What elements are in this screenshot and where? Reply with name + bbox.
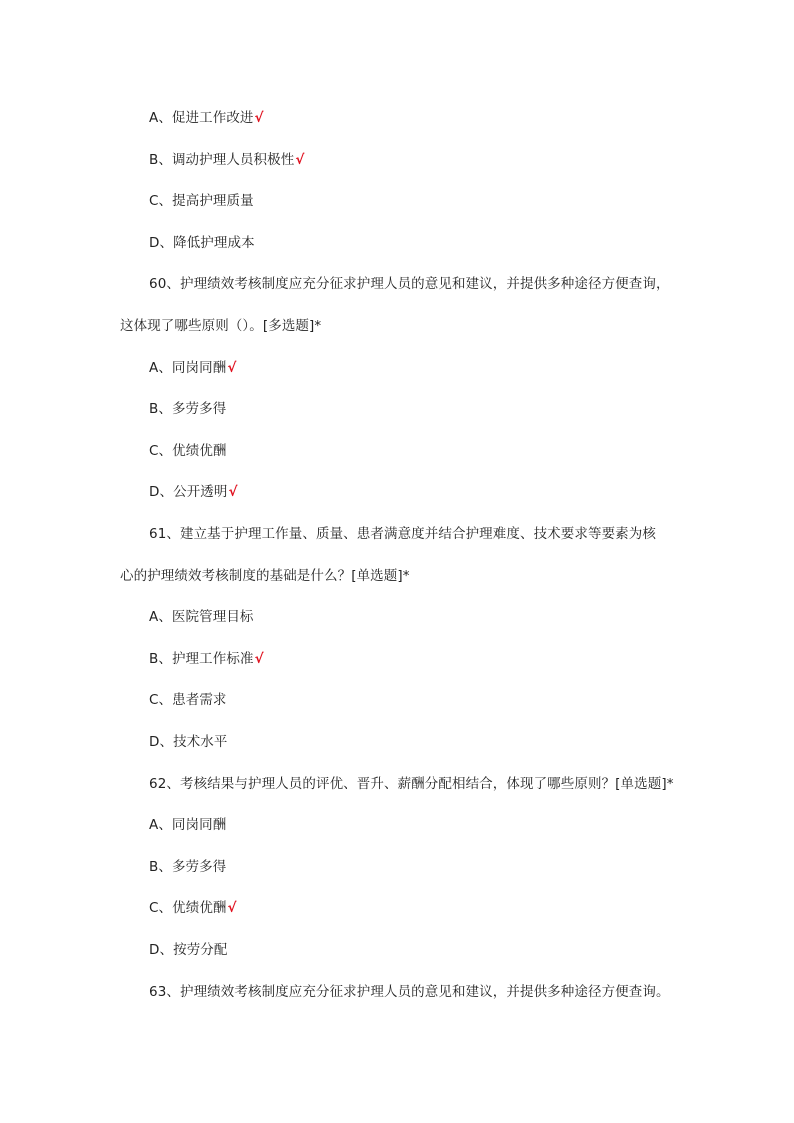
q61-option-c bbox=[149, 691, 227, 709]
option-text: C、患者需求 bbox=[149, 692, 227, 708]
q60-question-line2: 这体现了哪些原则（）。[多选题]* bbox=[120, 318, 322, 334]
q62-option-a bbox=[149, 816, 226, 834]
option-text: A、促进工作改进 bbox=[149, 110, 254, 126]
q61-option-b bbox=[149, 650, 264, 668]
q60-question-line1: 60、护理绩效考核制度应充分征求护理人员的意见和建议，并提供多种途径方便查询， bbox=[149, 276, 670, 292]
option-text: B、护理工作标准 bbox=[149, 651, 254, 667]
q60-option-a bbox=[149, 359, 236, 377]
q60-option-c bbox=[149, 442, 227, 460]
option-text: D、技术水平 bbox=[149, 734, 228, 750]
option-text: D、按劳分配 bbox=[149, 942, 228, 958]
option-text: C、优绩优酬 bbox=[149, 900, 227, 916]
check-mark-icon: √ bbox=[227, 360, 237, 376]
option-text: C、优绩优酬 bbox=[149, 443, 227, 459]
q62-question-line1: 62、考核结果与护理人员的评优、晋升、薪酬分配相结合，体现了哪些原则？[单选题]* bbox=[149, 776, 674, 792]
q61-option-d bbox=[149, 733, 228, 751]
q62-option-d bbox=[149, 941, 228, 959]
option-text: A、医院管理目标 bbox=[149, 609, 254, 625]
check-mark-icon: √ bbox=[227, 900, 237, 916]
check-mark-icon: √ bbox=[254, 110, 264, 126]
option-text: D、降低护理成本 bbox=[149, 235, 255, 251]
check-mark-icon: √ bbox=[254, 651, 264, 667]
option-text: B、多劳多得 bbox=[149, 859, 227, 875]
option-text: A、同岗同酬 bbox=[149, 360, 227, 376]
check-mark-icon: √ bbox=[295, 152, 305, 168]
option-text: A、同岗同酬 bbox=[149, 817, 227, 833]
q59-option-c bbox=[149, 192, 254, 210]
option-text: C、提高护理质量 bbox=[149, 193, 254, 209]
q59-option-d bbox=[149, 234, 255, 252]
q60-option-d bbox=[149, 483, 238, 501]
q61-question-line1: 61、建立基于护理工作量、质量、患者满意度并结合护理难度、技术要求等要素为核 bbox=[149, 526, 656, 542]
q62-option-b bbox=[149, 858, 226, 876]
q62-option-c bbox=[149, 899, 237, 917]
q63-question-line1: 63、护理绩效考核制度应充分征求护理人员的意见和建议，并提供多种途径方便查询。 bbox=[149, 984, 670, 1000]
q59-option-a bbox=[149, 109, 264, 127]
check-mark-icon: √ bbox=[228, 484, 238, 500]
option-text: B、调动护理人员积极性 bbox=[149, 152, 295, 168]
q61-question-line2: 心的护理绩效考核制度的基础是什么？[单选题]* bbox=[120, 568, 410, 584]
q59-option-b bbox=[149, 151, 304, 169]
option-text: D、公开透明 bbox=[149, 484, 228, 500]
option-text: B、多劳多得 bbox=[149, 401, 227, 417]
q61-option-a bbox=[149, 608, 254, 626]
q60-option-b bbox=[149, 400, 226, 418]
